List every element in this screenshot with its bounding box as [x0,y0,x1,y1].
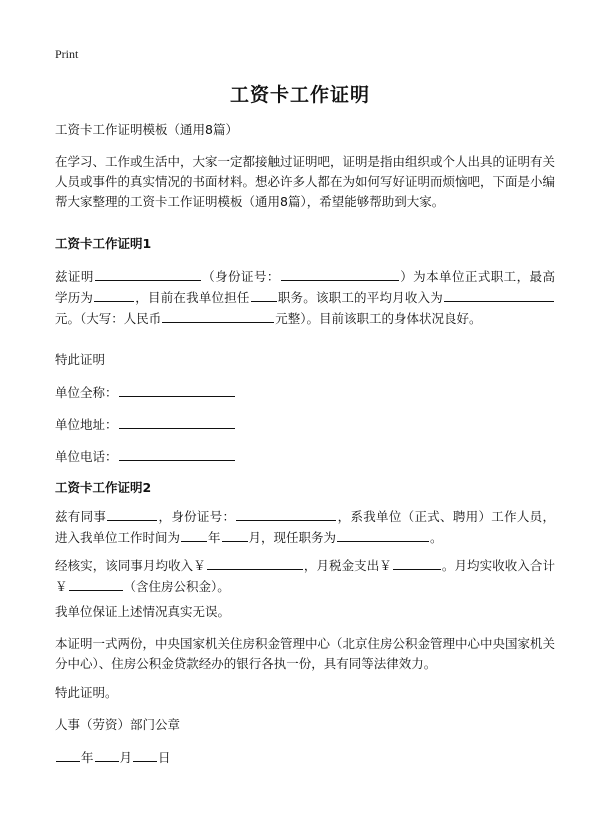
colleague-name-blank[interactable] [107,506,157,521]
net-income-blank[interactable] [69,576,123,591]
intro-paragraph: 在学习、工作或生活中，大家一定都接触过证明吧，证明是指由组织或个人出具的证明有关人员或事件的真实情况的书面材料。想必许多人都在为如何写好证明而烦恼吧，下面是小编帮大家整理的工资卡工作证明模板（通用8篇），希望能够帮助到大家。 [55,154,556,209]
cert2-p1-text-4: 年 [208,530,221,545]
cert2-p1-text-6: 。 [430,530,443,545]
month-blank[interactable] [95,747,119,762]
unit-address-blank[interactable] [119,414,235,429]
date-line [55,747,555,768]
cert2-p2-text-4: （含住房公积金）。 [123,579,230,594]
cert1-text-7: 元整）。目前该职工的身体状况良好。 [275,311,482,326]
unit-name-row [55,382,555,403]
unit-phone-label: 单位电话： [55,449,118,464]
unit-phone-blank[interactable] [119,446,235,461]
income-blank[interactable] [444,287,554,302]
cert2-p2-text-1: 经核实，该同事月均收入￥ [55,558,206,573]
unit-address-row [55,414,555,435]
cert2-p1-text-3: ，系我单位（正式、聘用）工作人员，进入我单位工作时间为 [55,509,555,545]
cert1-text-3: ）为本单位正式职工，最高学历为 [55,269,555,305]
cert1-heading: 工资卡工作证明1 [55,236,152,251]
monthly-tax-blank[interactable] [393,555,441,570]
cert1-text-4: ，目前在我单位担任 [135,290,250,305]
year-label: 年 [81,750,94,765]
year-blank[interactable] [56,747,80,762]
subtitle: 工资卡工作证明模板（通用8篇） [55,122,238,137]
cert1-body [55,266,555,329]
id-number-blank[interactable] [281,266,399,281]
cert1-text-6: 元。（大写：人民币 [55,311,162,326]
cert2-p1-text-1: 兹有同事 [55,509,107,524]
position-blank[interactable] [251,287,277,302]
cert2-p2-text-2: ，月税金支出￥ [303,558,392,573]
page-title: 工资卡工作证明 [229,84,370,106]
colleague-id-blank[interactable] [236,506,336,521]
cert2-special: 特此证明。 [55,685,118,700]
income-uppercase-blank[interactable] [162,308,274,323]
cert2-paragraph-1 [55,506,555,548]
cert2-p2-text-3: 。月均实收收入合计￥ [55,558,555,594]
unit-address-label: 单位地址： [55,417,118,432]
cert2-paragraph-3: 本证明一式两份，中央国家机关住房积金管理中心（北京住房公积金管理中心中央国家机关分中心）、住房公积金贷款经办的银行各执一份，具有同等法律效力。 [55,636,556,671]
unit-name-blank[interactable] [119,382,235,397]
cert2-p1-text-5: 月，现任职务为 [248,530,337,545]
guarantee-text: 我单位保证上述情况真实无误。 [55,604,231,619]
print-link[interactable]: Print [55,47,79,61]
month-label: 月 [119,750,133,765]
join-month-blank[interactable] [222,527,248,542]
cert2-heading: 工资卡工作证明2 [55,480,152,495]
cert2-paragraph-2 [55,555,555,597]
stamp-line: 人事（劳资）部门公章 [55,717,181,732]
cert1-text-2: （身份证号： [201,269,280,284]
current-position-blank[interactable] [337,527,429,542]
unit-phone-row [55,446,555,467]
cert2-p1-text-2: ，身份证号： [158,509,236,524]
unit-name-label: 单位全称： [55,385,118,400]
join-year-blank[interactable] [181,527,207,542]
monthly-income-blank[interactable] [207,555,303,570]
day-label: 日 [158,750,171,765]
cert1-text-5: 职务。该职工的平均月收入为 [277,290,443,305]
name-blank[interactable] [95,266,201,281]
day-blank[interactable] [133,747,157,762]
cert1-text-1: 兹证明 [55,269,94,284]
education-blank[interactable] [94,287,134,302]
cert1-special: 特此证明 [55,352,106,367]
